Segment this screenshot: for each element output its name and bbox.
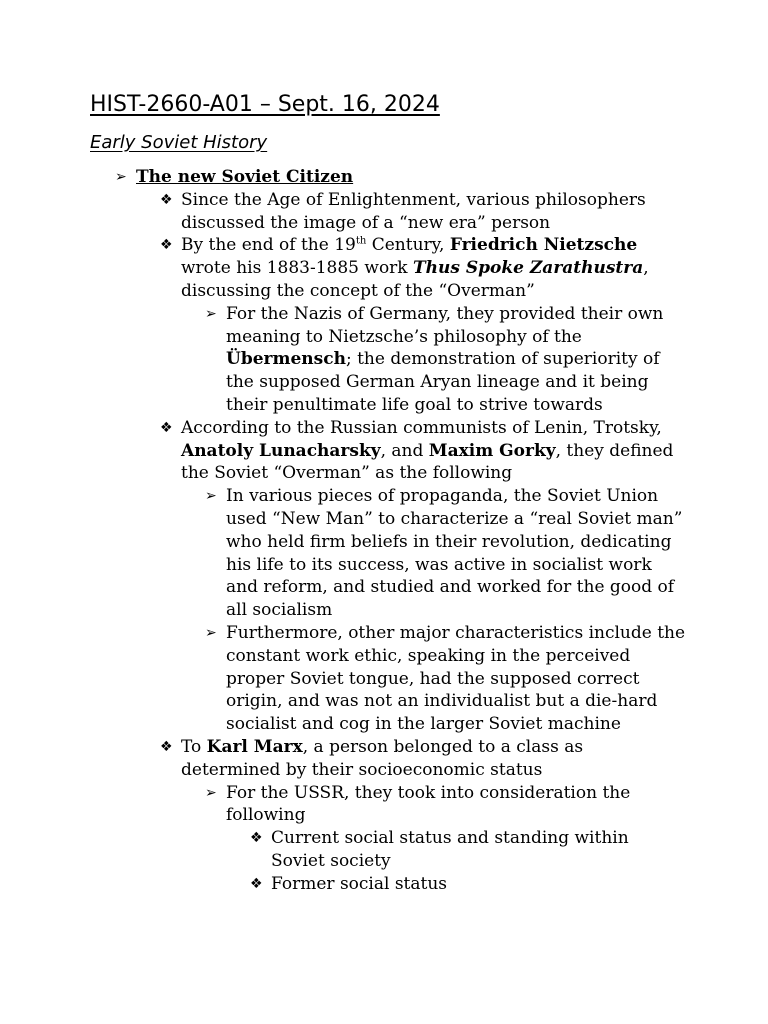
diamond-bullet-icon: ❖: [160, 191, 173, 208]
arrow-bullet-icon: ➢: [115, 169, 127, 185]
list-item-communists: [160, 417, 686, 485]
item-text: , they defined the Soviet “Overman” as the following: [181, 440, 674, 484]
bold-italic-title: Thus Spoke Zarathustra: [413, 258, 644, 279]
item-text: wrote his 1883-1885 work: [181, 258, 414, 279]
diamond-bullet-icon: ❖: [250, 830, 263, 847]
list-item-ussr: [205, 782, 686, 828]
diamond-bullet-icon: ❖: [160, 419, 173, 436]
item-text: In various pieces of propaganda, the Soviet Union used “New Man” to characterize a “real Soviet man” who held firm beliefs in their revolution, dedicating his life to its success, was active in socialist work and reform, and studied and worked for the good of all socialism: [226, 486, 683, 621]
list-item-enlightenment: [160, 189, 686, 235]
item-text: Furthermore, other major characteristics include the constant work ethic, speaking in the perceived proper Soviet tongue, had the supposed correct origin, and was not an individualist but a die-hard socialist and cog in the larger Soviet machine: [226, 622, 686, 735]
list-item-former-status: [250, 873, 671, 896]
list-item-propaganda: [205, 485, 686, 622]
item-text: By the end of the 19: [181, 235, 356, 256]
item-text: According to the Russian communists of Lenin, Trotsky,: [181, 417, 662, 438]
document-title: HIST-2660-A01 – Sept. 16, 2024: [90, 92, 440, 117]
item-text: , discussing the concept of the “Overman”: [181, 258, 649, 301]
list-item-current-status: [250, 827, 671, 873]
list-item-marx: [160, 736, 686, 782]
item-text: Current social status and standing within Soviet society: [271, 828, 629, 871]
arrow-bullet-icon: ➢: [205, 488, 217, 505]
superscript: th: [355, 235, 367, 247]
outline-heading-item: [115, 166, 696, 189]
item-text: To: [181, 736, 207, 757]
list-item-nazis: [205, 303, 686, 417]
diamond-bullet-icon: ❖: [250, 875, 263, 892]
notes-outline: [0, 166, 768, 896]
item-text: For the USSR, they took into consideration the following: [226, 782, 631, 826]
bold-name: Friedrich Nietzsche: [449, 235, 638, 256]
arrow-bullet-icon: ➢: [205, 784, 217, 801]
arrow-bullet-icon: ➢: [205, 305, 217, 322]
list-item-characteristics: [205, 622, 686, 736]
item-text: , and: [380, 440, 429, 461]
bold-name: Karl Marx: [206, 736, 303, 757]
document-subtitle: Early Soviet History: [90, 132, 268, 153]
diamond-bullet-icon: ❖: [160, 237, 173, 254]
item-text: Former social status: [271, 873, 448, 894]
section-heading: The new Soviet Citizen: [136, 167, 354, 187]
list-item-nietzsche: [160, 234, 686, 302]
item-text: For the Nazis of Germany, they provided their own meaning to Nietzsche’s philosophy of the: [226, 303, 664, 347]
item-text: , a person belonged to a class as determined by their socioeconomic status: [181, 736, 584, 780]
bold-name: Anatoly Lunacharsky: [181, 440, 381, 461]
item-text: Century,: [366, 235, 450, 256]
diamond-bullet-icon: ❖: [160, 738, 173, 755]
item-text: ; the demonstration of superiority of the supposed German Aryan lineage and it being their penultimate life goal to strive towards: [226, 349, 660, 415]
arrow-bullet-icon: ➢: [205, 624, 217, 641]
item-text: Since the Age of Enlightenment, various philosophers discussed the image of a “new era” person: [181, 189, 646, 233]
bold-name: Maxim Gorky: [428, 440, 556, 461]
bold-term: Übermensch: [226, 349, 346, 370]
